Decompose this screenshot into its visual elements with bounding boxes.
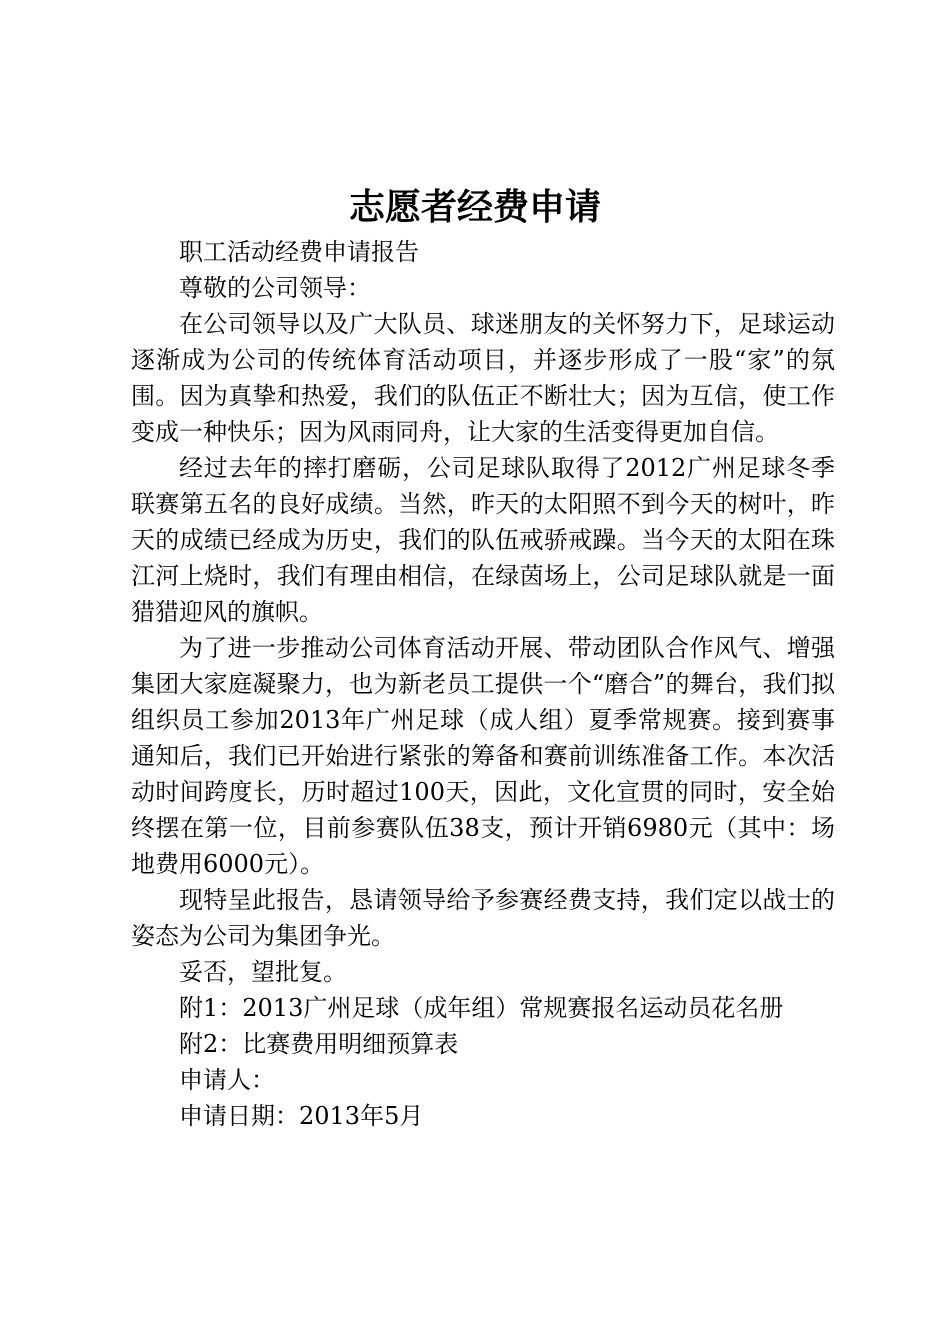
paragraph-plan: 为了进一步推动公司体育活动开展、带动团队合作风气、增强集团大家庭凝聚力，也为新老员工提供一个“磨合”的舞台，我们拟组织员工参加2013年广州足球（成人组）夏季常规赛。接到赛事通知后，我们已开始进行紧张的筹备和赛前训练准备工作。本次活动时间跨度长，历时超过100天，因此，文化宣贯的同时，安全始终摆在第一位，目前参赛队伍38支，预计开销6980元（其中：场地费用6000元）。 <box>131 634 835 878</box>
attachment-2: 附2：比赛费用明细预算表 <box>179 1030 459 1058</box>
attachment-1: 附1：2013广州足球（成年组）常规赛报名运动员花名册 <box>179 994 784 1022</box>
paragraph-achievement: 经过去年的摔打磨砺，公司足球队取得了2012广州足球冬季联赛第五名的良好成绩。当然，昨天的太阳照不到今天的树叶，昨天的成绩已经成为历史，我们的队伍戒骄戒躁。当今天的太阳在珠江河上烧时，我们有理由相信，在绿茵场上，公司足球队就是一面猎猎迎风的旗帜。 <box>131 454 835 626</box>
application-date: 申请日期：2013年5月 <box>179 1102 424 1130</box>
paragraph-request: 现特呈此报告，恳请领导给予参赛经费支持，我们定以战士的姿态为公司为集团争光。 <box>131 886 835 950</box>
applicant-label: 申请人： <box>179 1066 275 1094</box>
closing-line: 妥否，望批复。 <box>179 958 347 986</box>
report-heading: 职工活动经费申请报告 <box>179 238 419 266</box>
paragraph-intro: 在公司领导以及广大队员、球迷朋友的关怀努力下，足球运动逐渐成为公司的传统体育活动项目，并逐步形成了一股“家”的氛围。因为真挚和热爱，我们的队伍正不断壮大；因为互信，使工作变成一种快乐；因为风雨同舟，让大家的生活变得更加自信。 <box>131 310 835 446</box>
salutation: 尊敬的公司领导： <box>179 274 371 302</box>
document-body <box>131 234 835 1134</box>
document-title: 志愿者经费申请 <box>348 187 601 228</box>
